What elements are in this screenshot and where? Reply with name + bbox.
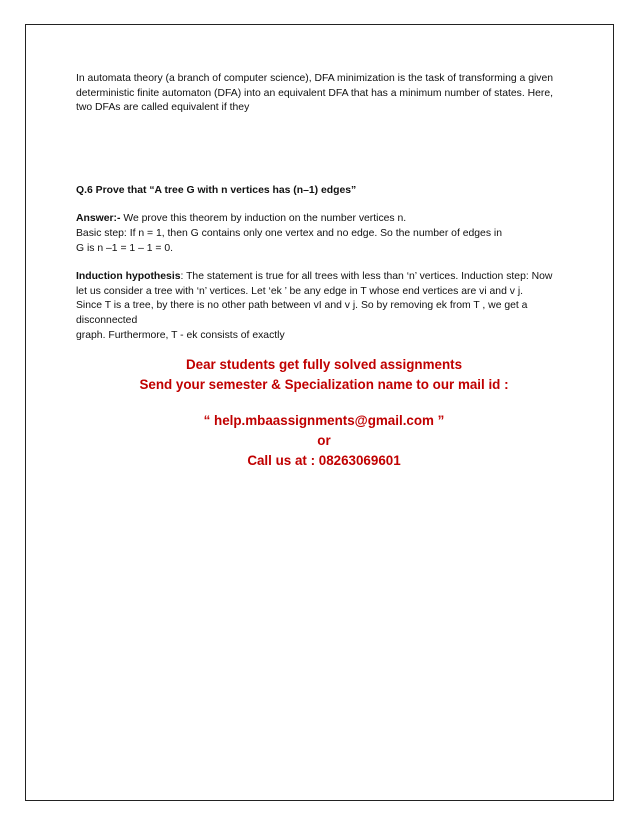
induction-label: Induction hypothesis <box>76 271 181 283</box>
promo-or: or <box>317 433 331 449</box>
answer-line-2: Basic step: If n = 1, then G contains only one vertex and no edge. So the number of edges in <box>76 227 503 239</box>
page-content <box>76 72 572 471</box>
induction-line-2: let us consider a tree with ‘n’ vertices. Let ‘ek ’ be any edge in T whose end vertices are vi and v j. <box>76 285 524 297</box>
induction-line-1 <box>76 270 572 285</box>
answer-line-1 <box>76 212 572 227</box>
answer-text: We prove this theorem by induction on the number vertices n. <box>120 213 407 225</box>
answer-label: Answer:- <box>76 213 121 225</box>
promo-line-2: Send your semester & Specialization name to our mail id : <box>139 377 509 393</box>
induction-line-4: disconnected <box>76 314 138 326</box>
induction-line-3: Since T is a tree, by there is no other path between vI and v j. So by removing ek from T , we get a <box>76 300 528 312</box>
intro-line-3: two DFAs are called equivalent if they <box>76 102 250 114</box>
induction-text: : The statement is true for all trees with less than ‘n’ vertices. Induction step: Now <box>180 271 553 283</box>
promo-phone: Call us at : 08263069601 <box>247 453 401 469</box>
question-title: Q.6 Prove that “A tree G with n vertices has (n–1) edges” <box>76 184 357 196</box>
promo-line-1: Dear students get fully solved assignments <box>185 357 463 373</box>
intro-line-1: In automata theory (a branch of computer science), DFA minimization is the task of transforming a given <box>76 73 554 84</box>
promo-block <box>76 355 572 471</box>
induction-line-5: graph. Furthermore, T - ek consists of exactly <box>76 329 285 341</box>
promo-email: “ help.mbaassignments@gmail.com ” <box>203 413 445 429</box>
answer-line-3: G is n –1 = 1 – 1 = 0. <box>76 242 174 254</box>
intro-line-2: deterministic finite automaton (DFA) into an equivalent DFA that has a minimum number of states. Here, <box>76 87 554 99</box>
